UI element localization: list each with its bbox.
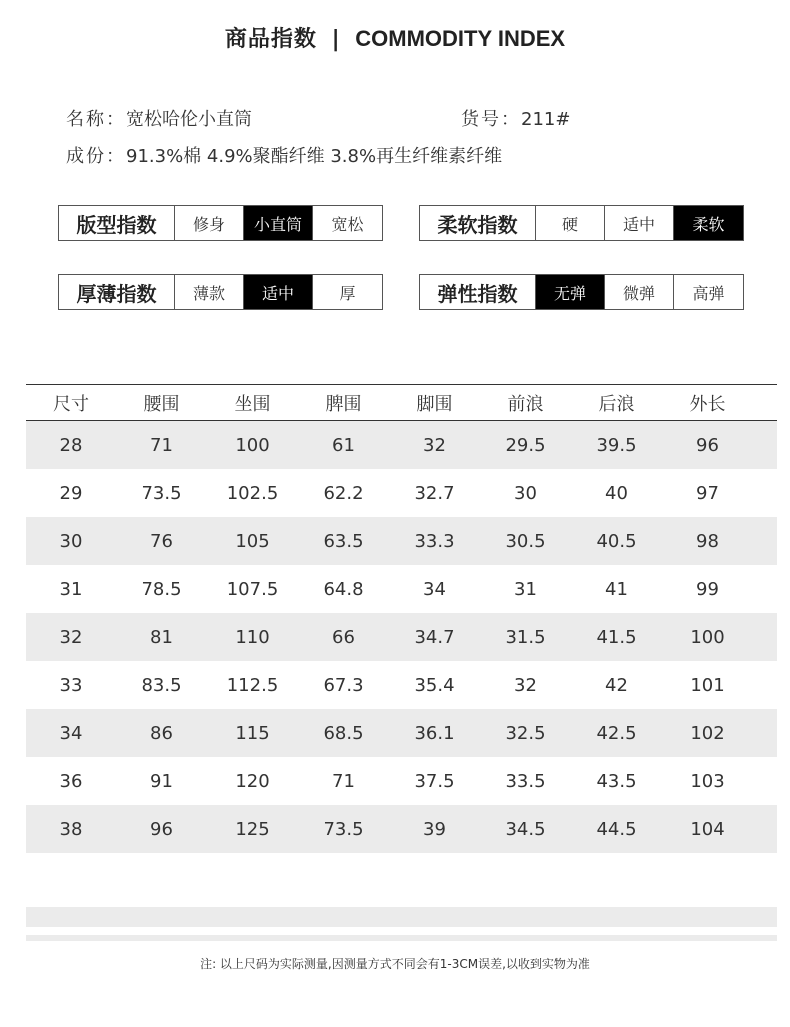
table-cell: 33	[59, 674, 83, 696]
table-cell: 32	[423, 434, 446, 456]
page-title	[0, 22, 790, 53]
table-cell: 33.3	[414, 530, 455, 552]
table-cell: 32	[59, 626, 83, 648]
table-cell: 29	[59, 482, 83, 504]
table-cell: 32	[514, 674, 537, 696]
table-row	[26, 661, 777, 709]
table-cell: 30	[59, 530, 83, 552]
size-table	[26, 384, 777, 853]
product-sku	[461, 105, 570, 131]
table-cell: 103	[690, 770, 725, 792]
table-cell: 78.5	[141, 578, 182, 600]
softness-option-1: 硬	[536, 206, 605, 240]
name-value: 宽松哈伦小直筒	[126, 109, 252, 130]
table-row	[26, 613, 777, 661]
header-front-rise: 前浪	[507, 393, 544, 415]
title-en: COMMODITY INDEX	[355, 26, 566, 51]
table-cell: 31	[514, 578, 537, 600]
header-length: 外长	[689, 393, 726, 415]
thickness-index-label: 厚薄指数	[59, 275, 175, 309]
table-cell: 64.8	[323, 578, 364, 600]
softness-index	[419, 205, 744, 241]
fit-option-2: 小直筒	[244, 206, 313, 240]
table-cell: 32.5	[505, 722, 546, 744]
table-row	[26, 421, 777, 469]
table-cell: 41	[605, 578, 628, 600]
table-cell: 31.5	[505, 626, 546, 648]
table-cell: 33.5	[505, 770, 546, 792]
table-cell: 62.2	[323, 482, 364, 504]
table-cell: 112.5	[226, 674, 279, 696]
header-hip: 坐围	[234, 393, 271, 415]
table-cell: 71	[332, 770, 355, 792]
table-cell: 100	[235, 434, 270, 456]
product-material	[66, 142, 502, 168]
sku-label: 货号：	[461, 109, 521, 130]
fit-index-label: 版型指数	[59, 206, 175, 240]
table-cell: 105	[235, 530, 270, 552]
table-cell: 102.5	[226, 482, 279, 504]
thickness-option-2: 适中	[244, 275, 313, 309]
fit-index	[58, 205, 383, 241]
table-cell: 81	[150, 626, 173, 648]
size-table-body	[26, 421, 777, 853]
table-cell: 110	[235, 626, 270, 648]
table-cell: 34.7	[414, 626, 455, 648]
table-cell: 86	[150, 722, 173, 744]
table-row	[26, 757, 777, 805]
name-label: 名称：	[66, 109, 126, 130]
divider-strip	[26, 935, 777, 941]
material-label: 成份：	[66, 146, 126, 167]
table-row	[26, 517, 777, 565]
table-cell: 42	[605, 674, 628, 696]
table-cell: 104	[690, 818, 725, 840]
table-cell: 71	[150, 434, 173, 456]
table-cell: 98	[696, 530, 719, 552]
table-cell: 34	[59, 722, 83, 744]
table-cell: 115	[235, 722, 270, 744]
table-row	[26, 469, 777, 517]
elasticity-option-2: 微弹	[605, 275, 674, 309]
thickness-option-1: 薄款	[175, 275, 244, 309]
title-separator: |	[331, 27, 341, 52]
table-cell: 97	[696, 482, 719, 504]
table-row	[26, 565, 777, 613]
table-cell: 120	[235, 770, 270, 792]
table-cell: 39	[423, 818, 446, 840]
table-cell: 61	[332, 434, 355, 456]
elasticity-index	[419, 274, 744, 310]
thickness-index	[58, 274, 383, 310]
table-cell: 30.5	[505, 530, 546, 552]
table-cell: 39.5	[596, 434, 637, 456]
table-cell: 76	[150, 530, 173, 552]
elasticity-index-label: 弹性指数	[420, 275, 536, 309]
table-cell: 35.4	[414, 674, 455, 696]
table-cell: 63.5	[323, 530, 364, 552]
table-cell: 67.3	[323, 674, 364, 696]
softness-option-3: 柔软	[674, 206, 743, 240]
table-cell: 44.5	[596, 818, 637, 840]
divider-strip	[26, 907, 777, 927]
table-cell: 83.5	[141, 674, 182, 696]
elasticity-option-1: 无弹	[536, 275, 605, 309]
table-cell: 99	[696, 578, 719, 600]
softness-option-2: 适中	[605, 206, 674, 240]
table-cell: 31	[59, 578, 83, 600]
fit-option-3: 宽松	[331, 214, 364, 234]
table-cell: 42.5	[596, 722, 637, 744]
title-cn: 商品指数	[224, 27, 317, 52]
table-row	[26, 709, 777, 757]
table-cell: 102	[690, 722, 725, 744]
table-cell: 34.5	[505, 818, 546, 840]
table-cell: 100	[690, 626, 725, 648]
header-back-rise: 后浪	[598, 393, 635, 415]
table-cell: 96	[150, 818, 173, 840]
thickness-option-3: 厚	[339, 283, 356, 303]
table-cell: 107.5	[226, 578, 279, 600]
header-thigh: 脾围	[325, 393, 362, 415]
footnote: 注: 以上尺码为实际测量,因测量方式不同会有1-3CM误差,以收到实物为准	[200, 957, 590, 971]
table-cell: 96	[696, 434, 719, 456]
table-cell: 32.7	[414, 482, 455, 504]
header-size: 尺寸	[53, 393, 89, 415]
fit-option-1: 修身	[175, 206, 244, 240]
header-waist: 腰围	[143, 393, 180, 415]
softness-index-label: 柔软指数	[420, 206, 536, 240]
product-name	[66, 105, 252, 131]
table-cell: 29.5	[505, 434, 546, 456]
table-cell: 73.5	[323, 818, 364, 840]
table-cell: 34	[423, 578, 446, 600]
size-table-header	[26, 384, 777, 421]
sku-value: 211#	[521, 109, 571, 130]
table-cell: 101	[690, 674, 725, 696]
material-value: 91.3%棉 4.9%聚酯纤维 3.8%再生纤维素纤维	[126, 146, 503, 167]
table-cell: 68.5	[323, 722, 364, 744]
table-cell: 28	[59, 434, 83, 456]
header-hem: 脚围	[416, 393, 453, 415]
table-cell: 43.5	[596, 770, 637, 792]
table-cell: 125	[235, 818, 270, 840]
table-cell: 37.5	[414, 770, 455, 792]
table-cell: 66	[332, 626, 355, 648]
table-cell: 30	[514, 482, 537, 504]
table-cell: 36	[59, 770, 83, 792]
table-cell: 36.1	[414, 722, 455, 744]
table-cell: 41.5	[596, 626, 637, 648]
table-cell: 91	[150, 770, 173, 792]
table-cell: 40	[605, 482, 628, 504]
table-cell: 38	[59, 818, 83, 840]
table-cell: 40.5	[596, 530, 637, 552]
elasticity-option-3: 高弹	[692, 283, 725, 303]
table-cell: 73.5	[141, 482, 182, 504]
table-row	[26, 805, 777, 853]
